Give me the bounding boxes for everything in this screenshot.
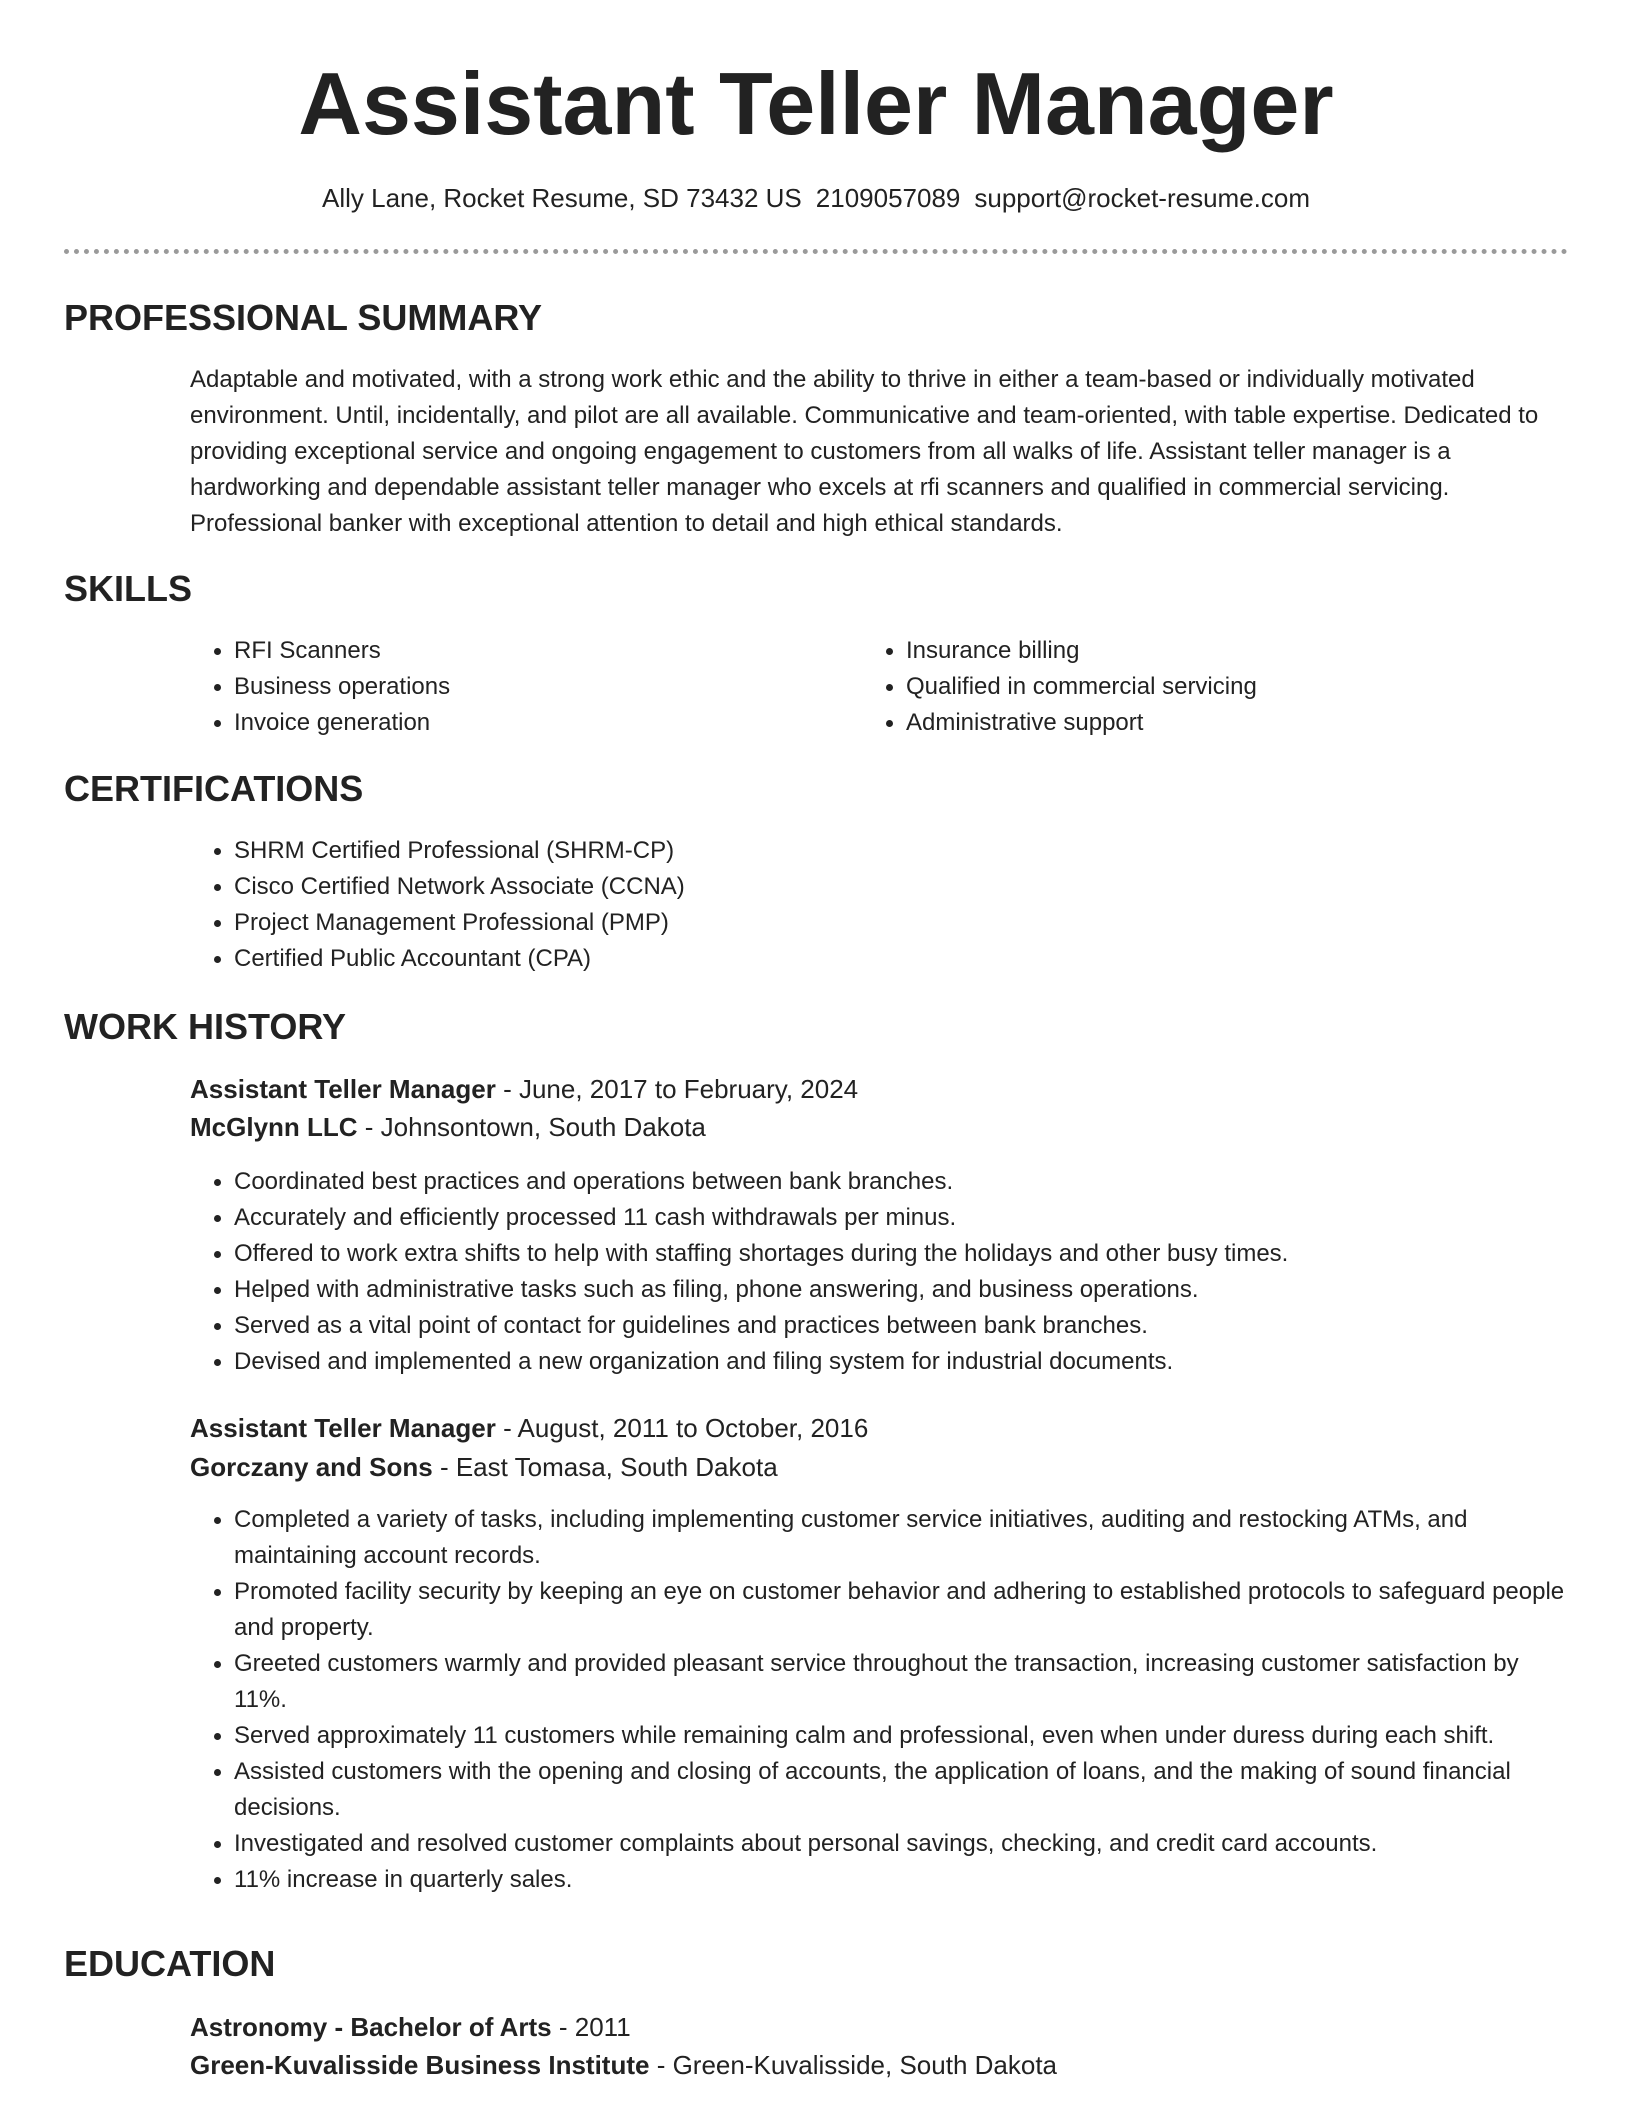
job-dates: - June, 2017 to February, 2024 (495, 1074, 859, 1104)
certification-item: • SHRM Certified Professional (SHRM-CP) (234, 833, 1534, 869)
job-bullet: • Promoted facility security by keeping an eye on customer behavior and adhering to established protocols to safeguard people and property. (234, 1574, 1574, 1646)
education-location: - Green-Kuvalisside, South Dakota (649, 2050, 1058, 2080)
contact-email: support@rocket-resume.com (974, 183, 1311, 213)
job-company-line (190, 1448, 778, 1486)
summary-text: Adaptable and motivated, with a strong work ethic and the ability to thrive in either a team-based or individually motivated environment. Until, incidentally, and pilot are all available. Communicative and team-oriented, with table expertise. Dedicated to providing exceptional service and ongoing engagement to customers from all walks of life. Assistant teller manager is a hardworking and dependable assistant teller manager who excels at rfi scanners and qualified in commercial servicing. Professional banker with exceptional attention to detail and high ethical standards. (190, 366, 1539, 537)
job-bullet: • Helped with administrative tasks such as filing, phone answering, and business operations. (234, 1272, 1574, 1308)
job-location: - East Tomasa, South Dakota (432, 1452, 778, 1482)
job-title-line (190, 1070, 858, 1108)
skill-item: • RFI Scanners (234, 633, 854, 669)
skills-list-right (862, 633, 1606, 741)
job-bullet: • 11% increase in quarterly sales. (234, 1862, 1574, 1898)
skill-item: • Qualified in commercial servicing (906, 669, 1606, 705)
certifications-heading: CERTIFICATIONS (64, 768, 364, 809)
job-role: Assistant Teller Manager (190, 1074, 496, 1104)
education-degree: Astronomy - Bachelor of Arts (190, 2012, 552, 2042)
work-history-heading: WORK HISTORY (64, 1006, 347, 1047)
certification-item: • Cisco Certified Network Associate (CCNA) (234, 869, 1534, 905)
education-school-line (190, 2046, 1057, 2084)
certification-item: • Project Management Professional (PMP) (234, 905, 1534, 941)
job-bullets (190, 1164, 1574, 1380)
education-year: - 2011 (551, 2012, 631, 2042)
education-degree-line (190, 2008, 631, 2046)
job-bullet: • Completed a variety of tasks, including implementing customer service initiatives, auditing and restocking ATMs, and maintaining account records. (234, 1502, 1574, 1574)
contact-address: Ally Lane, Rocket Resume, SD 73432 US (321, 183, 802, 213)
job-company: McGlynn LLC (190, 1112, 358, 1142)
job-bullet: • Offered to work extra shifts to help with staffing shortages during the holidays and other busy times. (234, 1236, 1574, 1272)
job-bullet: • Devised and implemented a new organization and filing system for industrial documents. (234, 1344, 1574, 1380)
job-location: - Johnsontown, South Dakota (357, 1112, 706, 1142)
skills-heading: SKILLS (64, 568, 193, 609)
job-role: Assistant Teller Manager (190, 1413, 496, 1443)
job-dates: - August, 2011 to October, 2016 (495, 1413, 869, 1443)
header-divider (64, 249, 1568, 254)
skills-list-left (190, 633, 854, 741)
job-company: Gorczany and Sons (190, 1452, 433, 1482)
contact-line (0, 180, 1632, 216)
candidate-name: Assistant Teller Manager (298, 54, 1334, 153)
job-bullet: • Coordinated best practices and operations between bank branches. (234, 1164, 1574, 1200)
job-bullet: • Greeted customers warmly and provided pleasant service throughout the transaction, increasing customer satisfaction by 11%. (234, 1646, 1574, 1718)
summary-heading: PROFESSIONAL SUMMARY (64, 297, 543, 338)
skill-item: • Business operations (234, 669, 854, 705)
job-bullet: • Served as a vital point of contact for guidelines and practices between bank branches. (234, 1308, 1574, 1344)
skill-item: • Administrative support (906, 705, 1606, 741)
job-bullet: • Assisted customers with the opening and closing of accounts, the application of loans, and the making of sound financial decisions. (234, 1754, 1574, 1826)
job-bullet: • Accurately and efficiently processed 11 cash withdrawals per minus. (234, 1200, 1574, 1236)
education-school: Green-Kuvalisside Business Institute (190, 2050, 650, 2080)
certification-item: • Certified Public Accountant (CPA) (234, 941, 1534, 977)
job-bullets (190, 1502, 1574, 1898)
certifications-list (190, 833, 1534, 977)
job-bullet: • Served approximately 11 customers while remaining calm and professional, even when under duress during each shift. (234, 1718, 1574, 1754)
job-title-line (190, 1409, 868, 1447)
job-bullet: • Investigated and resolved customer complaints about personal savings, checking, and credit card accounts. (234, 1826, 1574, 1862)
job-company-line (190, 1108, 706, 1146)
contact-phone: 2109057089 (815, 183, 961, 213)
education-heading: EDUCATION (64, 1943, 276, 1984)
skill-item: • Insurance billing (906, 633, 1606, 669)
skill-item: • Invoice generation (234, 705, 854, 741)
